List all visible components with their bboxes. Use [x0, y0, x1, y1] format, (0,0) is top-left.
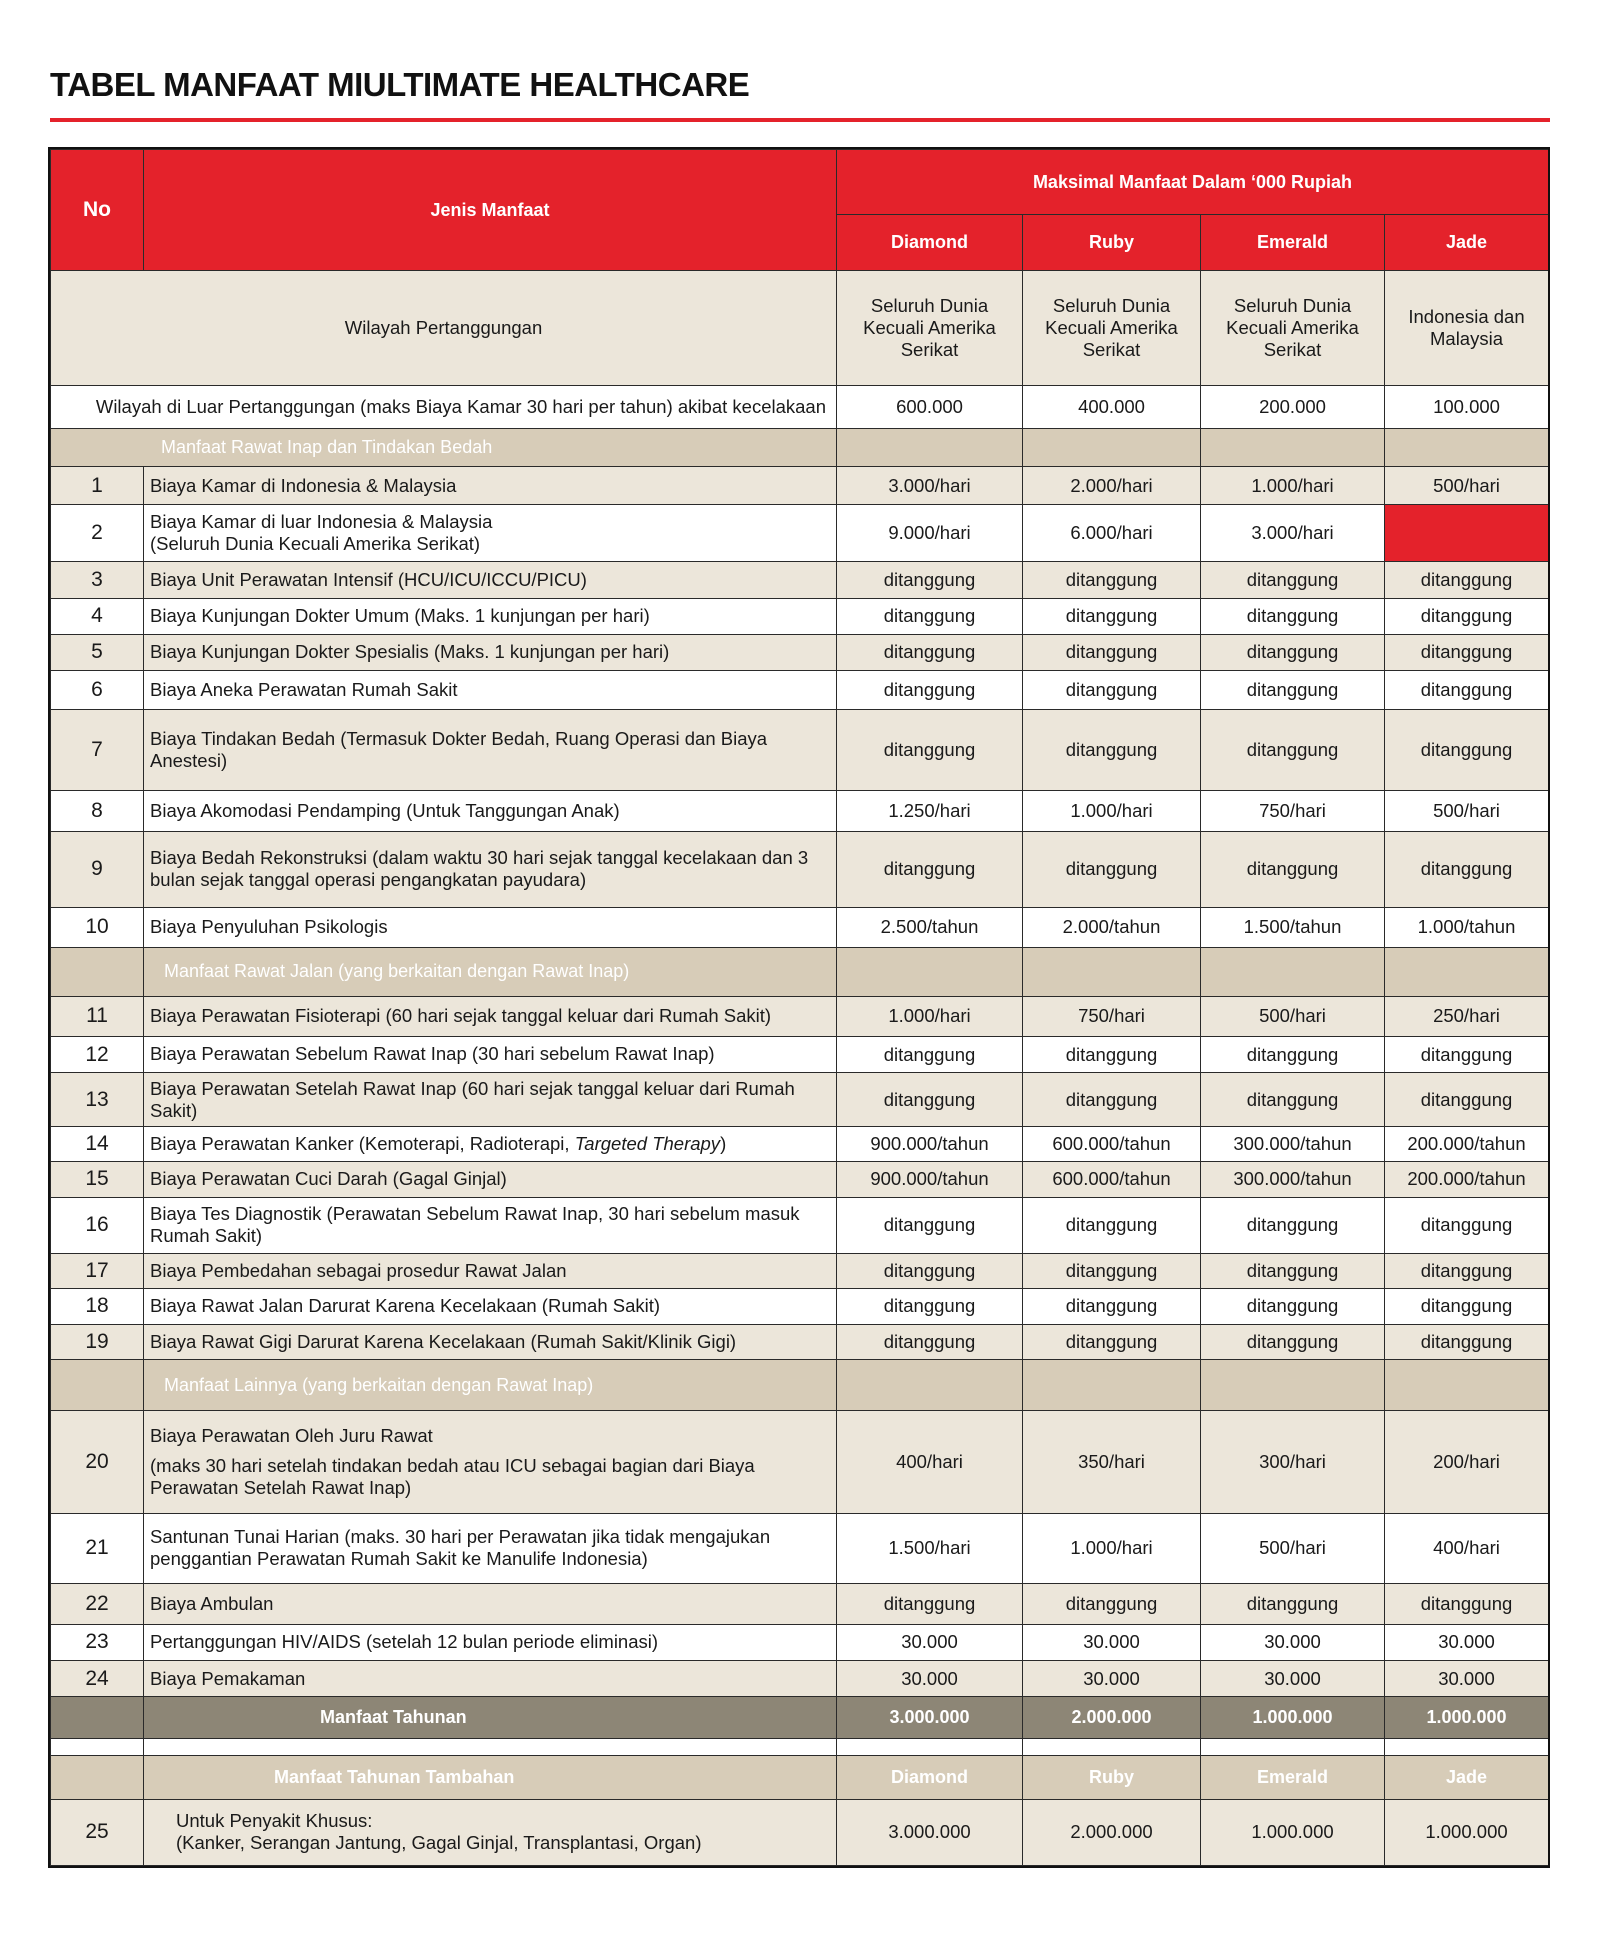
row-description: Biaya Pembedahan sebagai prosedur Rawat Jalan	[144, 1253, 837, 1288]
table-cell: 30.000	[1201, 1661, 1385, 1697]
table-cell: ditanggung	[1023, 634, 1201, 670]
table-cell: Seluruh Dunia Kecuali Amerika Serikat	[1201, 271, 1385, 385]
row-number: 17	[51, 1253, 144, 1288]
row-description: Biaya Kunjungan Dokter Spesialis (Maks. 1 kunjungan per hari)	[144, 634, 837, 670]
row-number: 20	[51, 1411, 144, 1513]
table-cell: ditanggung	[1023, 598, 1201, 634]
table-row	[51, 709, 1549, 790]
table-row	[51, 1624, 1549, 1660]
table-cell: 1.000/hari	[1023, 791, 1201, 832]
row-number: 2	[51, 505, 144, 562]
benefits-table	[50, 149, 1549, 1866]
section-label-other: Manfaat Lainnya (yang berkaitan dengan Rawat Inap)	[144, 1360, 837, 1411]
row-description: Pertanggungan HIV/AIDS (setelah 12 bulan periode eliminasi)	[144, 1624, 837, 1660]
row-number: 22	[51, 1583, 144, 1624]
table-cell: ditanggung	[837, 1253, 1023, 1288]
row-number: 18	[51, 1288, 144, 1324]
table-cell: 1.000.000	[1385, 1697, 1549, 1739]
row-description: Biaya Kamar di luar Indonesia & Malaysia (Seluruh Dunia Kecuali Amerika Serikat)	[144, 505, 837, 562]
row-number: 9	[51, 832, 144, 907]
table-cell: ditanggung	[1023, 1073, 1201, 1127]
table-cell: 1.000.000	[1201, 1697, 1385, 1739]
table-cell: 3.000.000	[837, 1697, 1023, 1739]
table-cell: ditanggung	[1023, 1197, 1201, 1253]
coverage-area-row	[51, 271, 1549, 385]
table-cell: 600.000/tahun	[1023, 1127, 1201, 1162]
table-cell: 300.000/tahun	[1201, 1127, 1385, 1162]
table-cell: 30.000	[1023, 1661, 1201, 1697]
row-number: 7	[51, 709, 144, 790]
row-description: Biaya Rawat Jalan Darurat Karena Kecelakaan (Rumah Sakit)	[144, 1288, 837, 1324]
table-cell: ditanggung	[1385, 1583, 1549, 1624]
table-cell: ditanggung	[837, 1324, 1023, 1359]
table-row	[51, 996, 1549, 1036]
header-plan-diamond: Diamond	[837, 215, 1023, 271]
table-cell: ditanggung	[837, 562, 1023, 598]
row-number: 15	[51, 1162, 144, 1197]
table-row	[51, 1197, 1549, 1253]
table-cell: 100.000	[1385, 385, 1549, 428]
table-cell: 300.000/tahun	[1201, 1162, 1385, 1197]
row-description: Santunan Tunai Harian (maks. 30 hari per Perawatan jika tidak mengajukan penggantian Perawatan Rumah Sakit ke Manulife Indonesia)	[144, 1513, 837, 1583]
row-description-end: )	[720, 1133, 727, 1155]
table-cell: ditanggung	[1201, 1324, 1385, 1359]
table-cell: 350/hari	[1023, 1411, 1201, 1513]
outside-area-label: Wilayah di Luar Pertanggungan (maks Biaya Kamar 30 hari per tahun) akibat kecelakaan	[51, 385, 837, 428]
section-label-outpatient: Manfaat Rawat Jalan (yang berkaitan dengan Rawat Inap)	[144, 947, 837, 996]
table-cell: ditanggung	[1023, 562, 1201, 598]
row-number: 8	[51, 791, 144, 832]
row-description-italic: Targeted Therapy	[574, 1133, 721, 1155]
row-description: Biaya Bedah Rekonstruksi (dalam waktu 30 hari sejak tanggal kecelakaan dan 3 bulan sejak tanggal operasi pengangkatan payudara)	[144, 832, 837, 907]
table-cell: 2.500/tahun	[837, 907, 1023, 947]
table-cell: ditanggung	[1023, 832, 1201, 907]
table-cell: ditanggung	[1201, 1036, 1385, 1072]
row-description: Biaya Aneka Perawatan Rumah Sakit	[144, 670, 837, 709]
extra-plan-ruby: Ruby	[1023, 1756, 1201, 1799]
table-cell: 30.000	[837, 1661, 1023, 1697]
extra-benefit-label: Manfaat Tahunan Tambahan	[144, 1756, 837, 1799]
extra-plan-jade: Jade	[1385, 1756, 1549, 1799]
table-cell: ditanggung	[1201, 598, 1385, 634]
row-description: Biaya Kamar di Indonesia & Malaysia	[144, 467, 837, 505]
row-description: Biaya Rawat Gigi Darurat Karena Kecelakaan (Rumah Sakit/Klinik Gigi)	[144, 1324, 837, 1359]
header-plan-jade: Jade	[1385, 215, 1549, 271]
table-cell: 2.000.000	[1023, 1799, 1201, 1866]
table-cell: ditanggung	[1385, 1324, 1549, 1359]
table-cell: 500/hari	[1201, 996, 1385, 1036]
row-description-line1: Untuk Penyakit Khusus:	[176, 1810, 373, 1832]
table-row	[51, 1411, 1549, 1513]
row-description	[144, 1127, 837, 1162]
table-cell: 400.000	[1023, 385, 1201, 428]
table-cell: ditanggung	[837, 1197, 1023, 1253]
table-cell: 200/hari	[1385, 1411, 1549, 1513]
table-cell: ditanggung	[1201, 562, 1385, 598]
section-row	[51, 428, 1549, 466]
row-description: Biaya Perawatan Fisioterapi (60 hari sejak tanggal keluar dari Rumah Sakit)	[144, 996, 837, 1036]
table-cell: 3.000.000	[837, 1799, 1023, 1866]
table-cell: ditanggung	[1201, 1288, 1385, 1324]
table-row	[51, 670, 1549, 709]
table-cell: 750/hari	[1023, 996, 1201, 1036]
coverage-area-label: Wilayah Pertanggungan	[51, 271, 837, 385]
row-description: Biaya Perawatan Setelah Rawat Inap (60 hari sejak tanggal keluar dari Rumah Sakit)	[144, 1073, 837, 1127]
table-cell: ditanggung	[837, 1036, 1023, 1072]
table-cell: ditanggung	[837, 598, 1023, 634]
table-cell: ditanggung	[1385, 832, 1549, 907]
table-row	[51, 791, 1549, 832]
table-cell: 500/hari	[1201, 1513, 1385, 1583]
table-cell: ditanggung	[1201, 1073, 1385, 1127]
table-row	[51, 1799, 1549, 1866]
table-cell: ditanggung	[1201, 1197, 1385, 1253]
row-description-line1: Biaya Perawatan Oleh Juru Rawat	[150, 1424, 433, 1446]
table-cell: ditanggung	[1023, 1324, 1201, 1359]
table-row	[51, 1661, 1549, 1697]
table-row	[51, 1073, 1549, 1127]
row-description: Biaya Unit Perawatan Intensif (HCU/ICU/ICCU/PICU)	[144, 562, 837, 598]
page-title: TABEL MANFAAT MIULTIMATE HEALTHCARE	[50, 66, 750, 103]
table-cell: 2.000/tahun	[1023, 907, 1201, 947]
annual-benefit-row	[51, 1697, 1549, 1739]
header-jenis-manfaat: Jenis Manfaat	[144, 150, 837, 271]
table-row	[51, 907, 1549, 947]
row-description	[144, 1411, 837, 1513]
row-number: 19	[51, 1324, 144, 1359]
table-cell: 2.000.000	[1023, 1697, 1201, 1739]
row-number: 14	[51, 1127, 144, 1162]
table-cell: 1.000/hari	[1201, 467, 1385, 505]
table-cell: ditanggung	[1201, 670, 1385, 709]
table-cell: ditanggung	[1023, 670, 1201, 709]
table-cell: 500/hari	[1385, 467, 1549, 505]
row-description-text: Biaya Perawatan Kanker (Kemoterapi, Radioterapi,	[150, 1133, 575, 1155]
table-cell: 750/hari	[1201, 791, 1385, 832]
table-cell: 1.000/hari	[1023, 1513, 1201, 1583]
table-cell: ditanggung	[1385, 670, 1549, 709]
row-number: 23	[51, 1624, 144, 1660]
table-cell: Seluruh Dunia Kecuali Amerika Serikat	[1023, 271, 1201, 385]
table-row	[51, 598, 1549, 634]
table-cell: 30.000	[1385, 1624, 1549, 1660]
outside-area-row	[51, 385, 1549, 428]
table-cell: ditanggung	[1023, 1288, 1201, 1324]
table-cell: 900.000/tahun	[837, 1162, 1023, 1197]
table-row	[51, 1513, 1549, 1583]
annual-benefit-label: Manfaat Tahunan	[144, 1697, 837, 1739]
table-row	[51, 1253, 1549, 1288]
row-description: Biaya Kunjungan Dokter Umum (Maks. 1 kunjungan per hari)	[144, 598, 837, 634]
table-cell: 3.000/hari	[837, 467, 1023, 505]
table-cell: ditanggung	[1385, 709, 1549, 790]
table-row	[51, 467, 1549, 505]
row-description: Biaya Ambulan	[144, 1583, 837, 1624]
row-description	[144, 1799, 837, 1866]
table-row	[51, 1162, 1549, 1197]
table-cell: ditanggung	[1201, 1583, 1385, 1624]
table-cell: ditanggung	[1201, 634, 1385, 670]
table-row	[51, 1127, 1549, 1162]
table-cell: ditanggung	[837, 709, 1023, 790]
table-cell: ditanggung	[1201, 832, 1385, 907]
extra-plan-diamond: Diamond	[837, 1756, 1023, 1799]
row-description: Biaya Tes Diagnostik (Perawatan Sebelum Rawat Inap, 30 hari sebelum masuk Rumah Sakit)	[144, 1197, 837, 1253]
row-number: 24	[51, 1661, 144, 1697]
row-description: Biaya Perawatan Sebelum Rawat Inap (30 hari sebelum Rawat Inap)	[144, 1036, 837, 1072]
table-cell: 1.000/tahun	[1385, 907, 1549, 947]
row-description-line2: (Kanker, Serangan Jantung, Gagal Ginjal, Transplantasi, Organ)	[176, 1832, 702, 1854]
table-row	[51, 505, 1549, 562]
extra-benefit-header-row	[51, 1756, 1549, 1799]
table-cell: 30.000	[1385, 1661, 1549, 1697]
table-cell: 500/hari	[1385, 791, 1549, 832]
table-cell: ditanggung	[1023, 1036, 1201, 1072]
row-description: Biaya Akomodasi Pendamping (Untuk Tanggungan Anak)	[144, 791, 837, 832]
table-row	[51, 1324, 1549, 1359]
table-row	[51, 562, 1549, 598]
not-covered-cell	[1385, 505, 1549, 562]
table-row	[51, 1288, 1549, 1324]
table-cell: ditanggung	[1385, 1253, 1549, 1288]
row-number: 25	[51, 1799, 144, 1866]
row-number: 10	[51, 907, 144, 947]
table-cell: ditanggung	[837, 670, 1023, 709]
table-cell: ditanggung	[837, 1288, 1023, 1324]
table-cell: ditanggung	[1201, 709, 1385, 790]
table-cell: ditanggung	[1385, 634, 1549, 670]
table-cell: ditanggung	[1385, 1288, 1549, 1324]
table-cell: Indonesia dan Malaysia	[1385, 271, 1549, 385]
table-cell: 1.500/tahun	[1201, 907, 1385, 947]
table-cell: 600.000/tahun	[1023, 1162, 1201, 1197]
table-cell: 400/hari	[837, 1411, 1023, 1513]
row-description: Biaya Penyuluhan Psikologis	[144, 907, 837, 947]
header-no: No	[51, 150, 144, 271]
table-cell: ditanggung	[1023, 1253, 1201, 1288]
row-description: Biaya Pemakaman	[144, 1661, 837, 1697]
table-row	[51, 832, 1549, 907]
header-plan-emerald: Emerald	[1201, 215, 1385, 271]
table-cell: ditanggung	[1385, 1197, 1549, 1253]
table-cell: 200.000/tahun	[1385, 1162, 1549, 1197]
row-number: 1	[51, 467, 144, 505]
table-cell: 3.000/hari	[1201, 505, 1385, 562]
table-cell: 200.000	[1201, 385, 1385, 428]
table-cell: 9.000/hari	[837, 505, 1023, 562]
table-row	[51, 1583, 1549, 1624]
row-description: Biaya Tindakan Bedah (Termasuk Dokter Bedah, Ruang Operasi dan Biaya Anestesi)	[144, 709, 837, 790]
table-cell: 600.000	[837, 385, 1023, 428]
table-cell: 200.000/tahun	[1385, 1127, 1549, 1162]
table-cell: 30.000	[1201, 1624, 1385, 1660]
header-plan-ruby: Ruby	[1023, 215, 1201, 271]
table-cell: 1.000/hari	[837, 996, 1023, 1036]
spacer-row	[51, 1739, 1549, 1756]
row-number: 16	[51, 1197, 144, 1253]
header-max-benefit: Maksimal Manfaat Dalam ‘000 Rupiah	[837, 150, 1549, 215]
table-cell: 6.000/hari	[1023, 505, 1201, 562]
table-cell: 30.000	[837, 1624, 1023, 1660]
table-row	[51, 634, 1549, 670]
table-cell: 250/hari	[1385, 996, 1549, 1036]
table-cell: ditanggung	[837, 1073, 1023, 1127]
table-cell: ditanggung	[837, 1583, 1023, 1624]
row-number: 11	[51, 996, 144, 1036]
row-number: 21	[51, 1513, 144, 1583]
table-cell: 2.000/hari	[1023, 467, 1201, 505]
table-cell: 30.000	[1023, 1624, 1201, 1660]
row-number: 13	[51, 1073, 144, 1127]
row-number: 5	[51, 634, 144, 670]
row-description: Biaya Perawatan Cuci Darah (Gagal Ginjal)	[144, 1162, 837, 1197]
table-cell: 1.000.000	[1385, 1799, 1549, 1866]
title-divider	[50, 118, 1550, 122]
table-cell: ditanggung	[837, 832, 1023, 907]
row-number: 4	[51, 598, 144, 634]
table-row	[51, 1036, 1549, 1072]
benefits-table-container	[48, 147, 1550, 1868]
table-cell: 300/hari	[1201, 1411, 1385, 1513]
table-cell: ditanggung	[1385, 1036, 1549, 1072]
row-number: 6	[51, 670, 144, 709]
section-label-inpatient: Manfaat Rawat Inap dan Tindakan Bedah	[51, 428, 837, 466]
table-cell: ditanggung	[1023, 709, 1201, 790]
table-cell: 900.000/tahun	[837, 1127, 1023, 1162]
table-cell: 1.250/hari	[837, 791, 1023, 832]
table-cell: ditanggung	[1385, 1073, 1549, 1127]
row-description-line2: (maks 30 hari setelah tindakan bedah atau ICU sebagai bagian dari Biaya Perawatan Setelah Rawat Inap)	[150, 1454, 755, 1498]
extra-plan-emerald: Emerald	[1201, 1756, 1385, 1799]
table-cell: ditanggung	[1201, 1253, 1385, 1288]
table-cell: 1.500/hari	[837, 1513, 1023, 1583]
table-cell: ditanggung	[1023, 1583, 1201, 1624]
table-cell: ditanggung	[1385, 562, 1549, 598]
row-number: 3	[51, 562, 144, 598]
table-cell: 400/hari	[1385, 1513, 1549, 1583]
row-number: 12	[51, 1036, 144, 1072]
section-row	[51, 1360, 1549, 1411]
table-cell: 1.000.000	[1201, 1799, 1385, 1866]
section-row	[51, 947, 1549, 996]
table-cell: ditanggung	[837, 634, 1023, 670]
table-cell: Seluruh Dunia Kecuali Amerika Serikat	[837, 271, 1023, 385]
table-cell: ditanggung	[1385, 598, 1549, 634]
